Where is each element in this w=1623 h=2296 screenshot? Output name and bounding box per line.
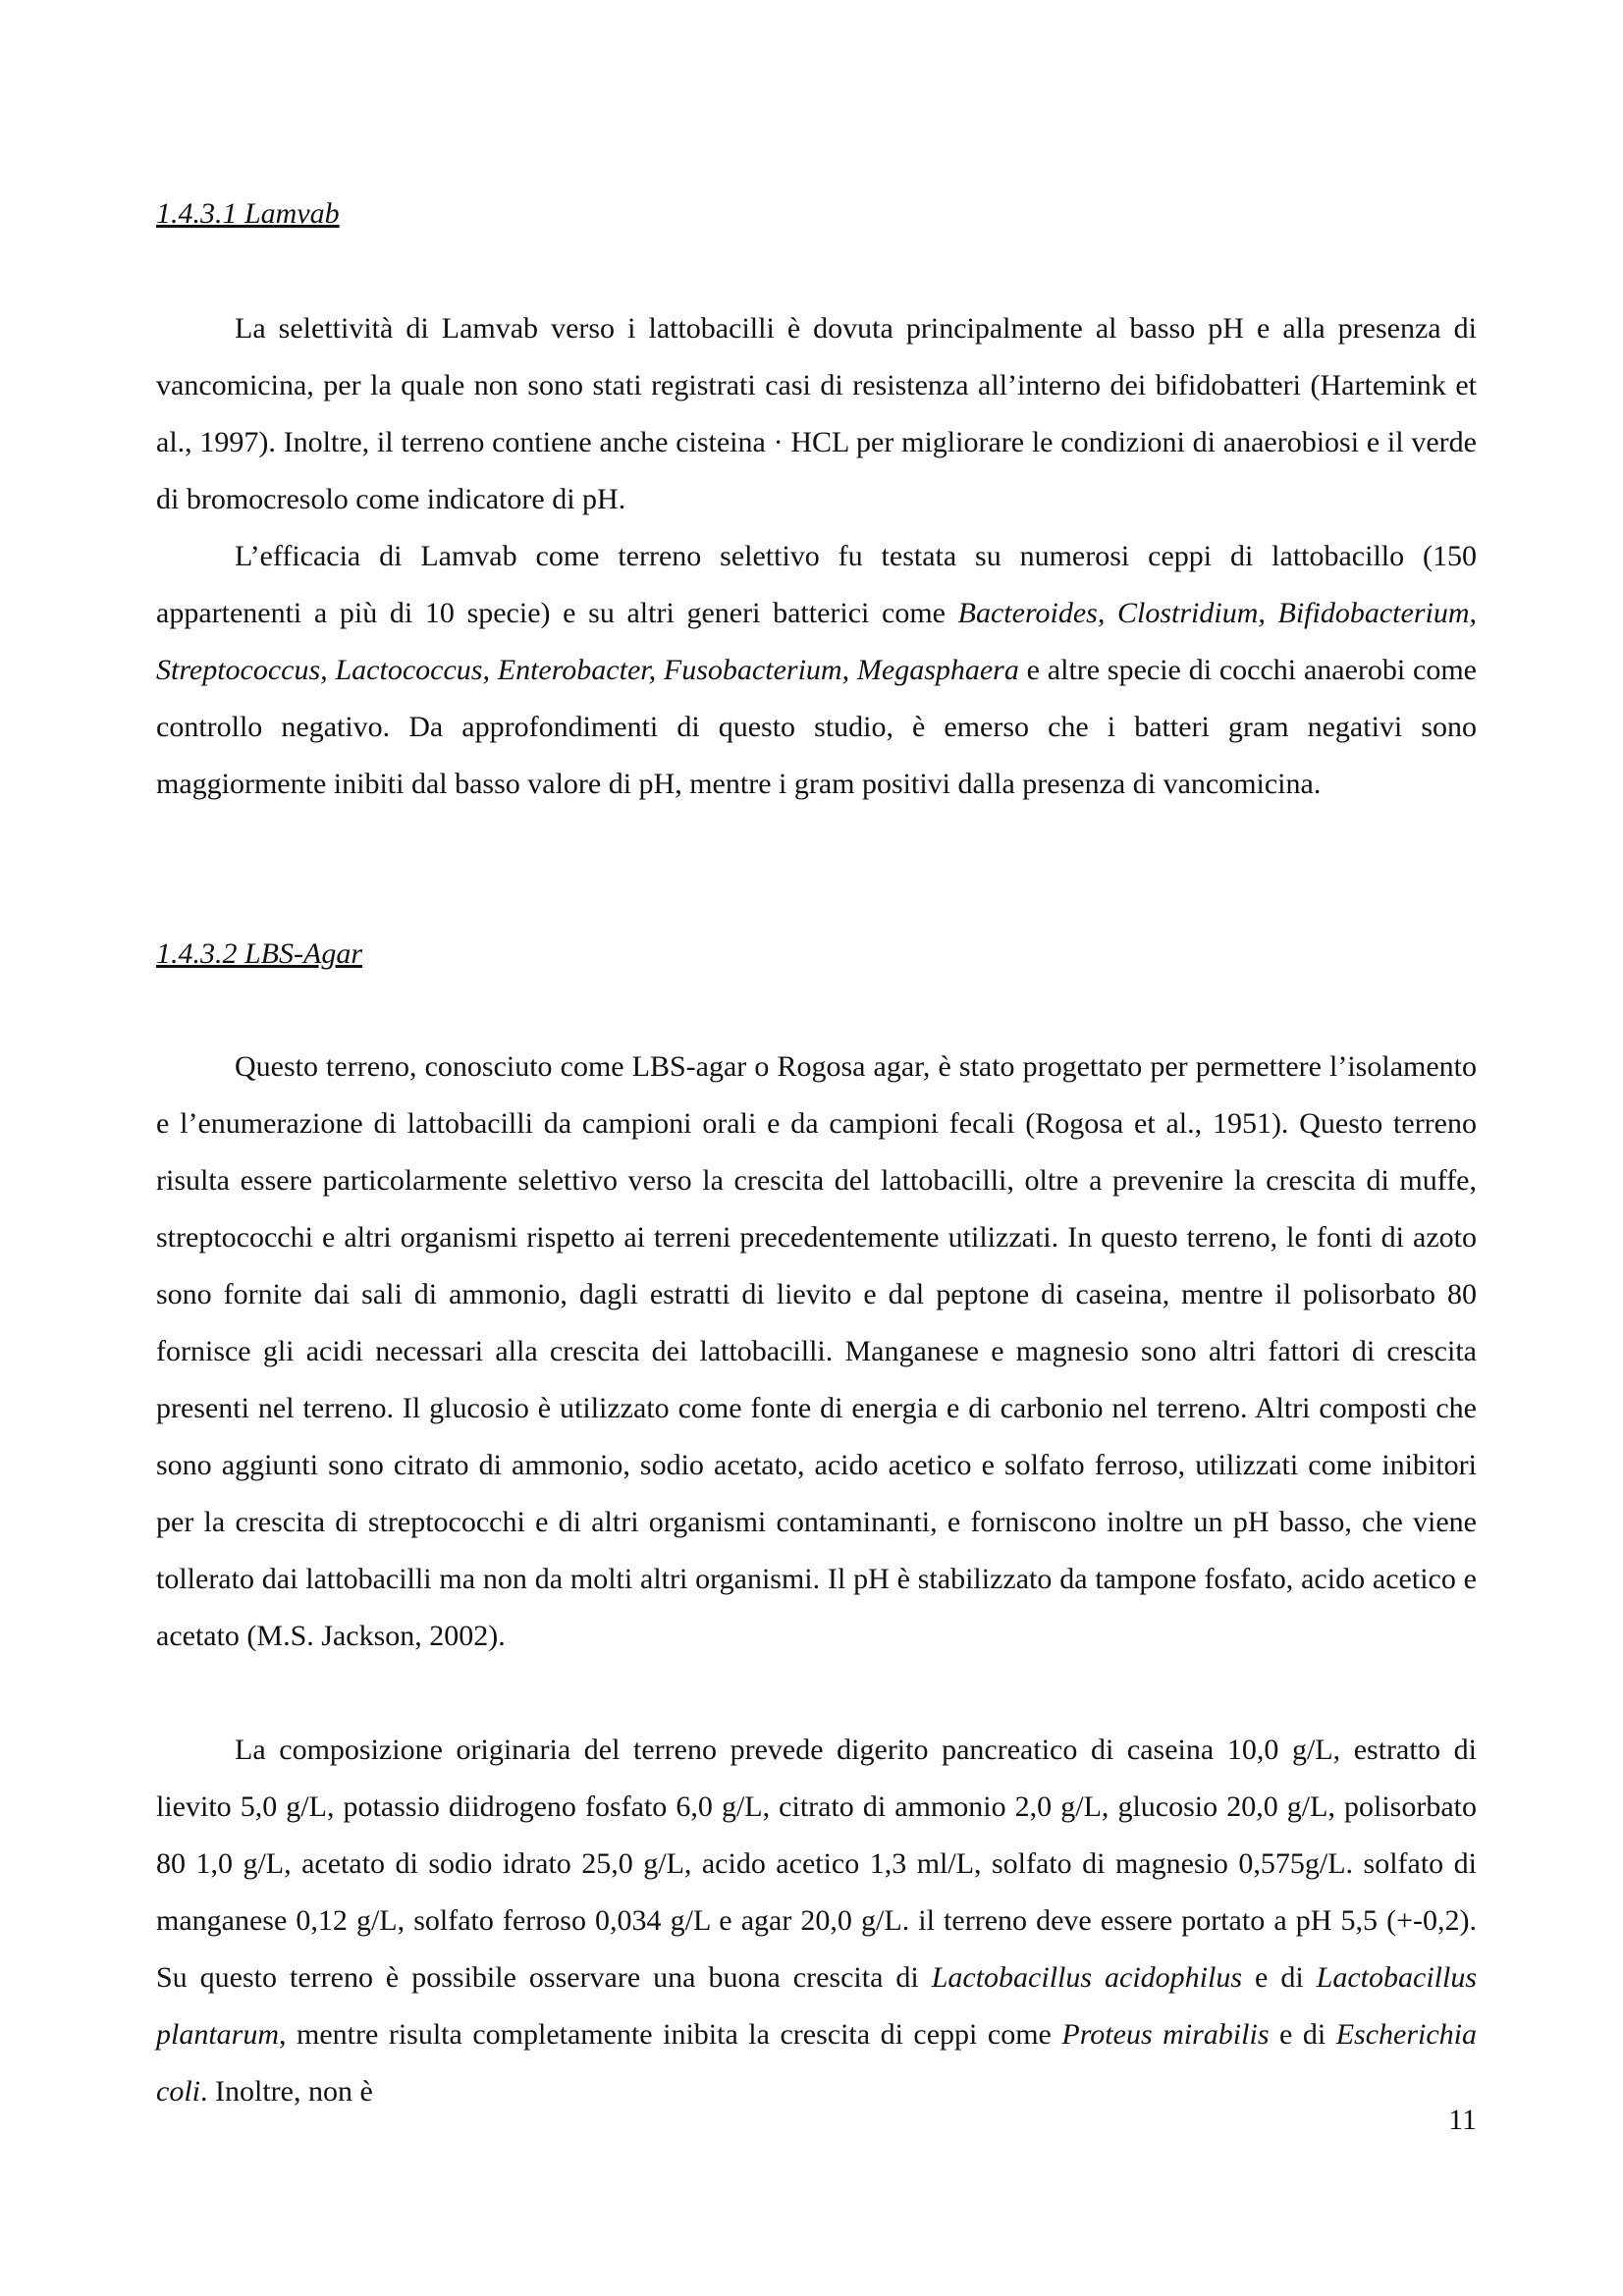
text-run: e altre specie di cocchi anaerobi come controllo negativo. Da approfondimenti di questo studio, è emerso che i batteri gram negativi sono maggiormente inibiti dal basso valore di pH, mentre i gram positivi dalla presenza di vancomicina. xyxy=(156,654,1477,800)
italic-text-run: Proteus mirabilis xyxy=(1061,2018,1270,2051)
page-number: 11 xyxy=(1448,2104,1477,2136)
text-run: , mentre risulta completamente inibita la crescita di ceppi come xyxy=(279,2018,1062,2051)
section-heading-lamvab: 1.4.3.1 Lamvab xyxy=(156,197,340,230)
text-run: La composizione originaria del terreno prevede digerito pancreatico di caseina 10,0 g/L, estratto di lievito 5,0 g/L, potassio diidrogeno fosfato 6,0 g/L, citrato di ammonio 2,0 g/L, glucosio 20,0 g/L, polisorbato 80 1,0 g/L, acetato di sodio idrato 25,0 g/L, acido acetico 1,3 ml/L, solfato di magnesio 0,575g/L. solfato di manganese 0,12 g/L, solfato ferroso 0,034 g/L e agar 20,0 g/L. il terreno deve essere portato a pH 5,5 (+-0,2). Su questo terreno è possibile osservare una buona crescita di xyxy=(156,1734,1477,1994)
italic-text-run: Bacteroides, Clostridium, Bifidobacterium, Streptococcus, Lactococcus, Enterobacter, Fusobacterium, Megasphaera xyxy=(156,597,1477,686)
paragraph-lbs-agar-description xyxy=(156,1039,1477,1665)
text-run: L’efficacia di Lamvab come terreno selettivo fu testata su numerosi ceppi di lattobacillo (150 appartenenti a più di 10 specie) e su altri generi batterici come xyxy=(156,540,1477,629)
paragraph-lbs-agar-composition xyxy=(156,1722,1477,2120)
text-run: Questo terreno, conosciuto come LBS-agar o Rogosa agar, è stato progettato per permettere l’isolamento e l’enumerazione di lattobacilli da campioni orali e da campioni fecali (Rogosa et al., 1951). Questo terreno risulta essere particolarmente selettivo verso la crescita del lattobacilli, oltre a prevenire la crescita di muffe, streptococchi e altri organismi rispetto ai terreni precedentemente utilizzati. In questo terreno, le fonti di azoto sono fornite dai sali di ammonio, dagli estratti di lievito e dal peptone di caseina, mentre il polisorbato 80 fornisce gli acidi necessari alla crescita dei lattobacilli. Manganese e magnesio sono altri fattori di crescita presenti nel terreno. Il glucosio è utilizzato come fonte di energia e di carbonio nel terreno. Altri composti che sono aggiunti sono citrato di ammonio, sodio acetato, acido acetico e solfato ferroso, utilizzati come inibitori per la crescita di streptococchi e di altri organismi contaminanti, e forniscono inoltre un pH basso, che viene tollerato dai lattobacilli ma non da molti altri organismi. Il pH è stabilizzato da tampone fosfato, acido acetico e acetato (M.S. Jackson, 2002). xyxy=(156,1050,1477,1652)
italic-text-run: Lactobacillus acidophilus xyxy=(931,1961,1243,1994)
paragraph-lamvab-efficacy xyxy=(156,528,1477,813)
text-run: e di xyxy=(1269,2018,1336,2051)
text-run: La selettività di Lamvab verso i lattobacilli è dovuta principalmente al basso pH e alla presenza di vancomicina, per la quale non sono stati registrati casi di resistenza all’interno dei bifidobatteri (Hartemink et al., 1997). Inoltre, il terreno contiene anche cisteina · HCL per migliorare le condizioni di anaerobiosi e il verde di bromocresolo come indicatore di pH. xyxy=(156,312,1477,515)
paragraph-lamvab-selectivity xyxy=(156,300,1477,528)
section-heading-lbs-agar: 1.4.3.2 LBS-Agar xyxy=(156,937,362,970)
italic-text-run: Escherichia coli xyxy=(156,2018,1478,2108)
italic-text-run: Lactobacillus plantarum xyxy=(156,1961,1478,2051)
text-run: e di xyxy=(1242,1961,1317,1994)
text-run: . Inoltre, non è xyxy=(200,2075,373,2108)
